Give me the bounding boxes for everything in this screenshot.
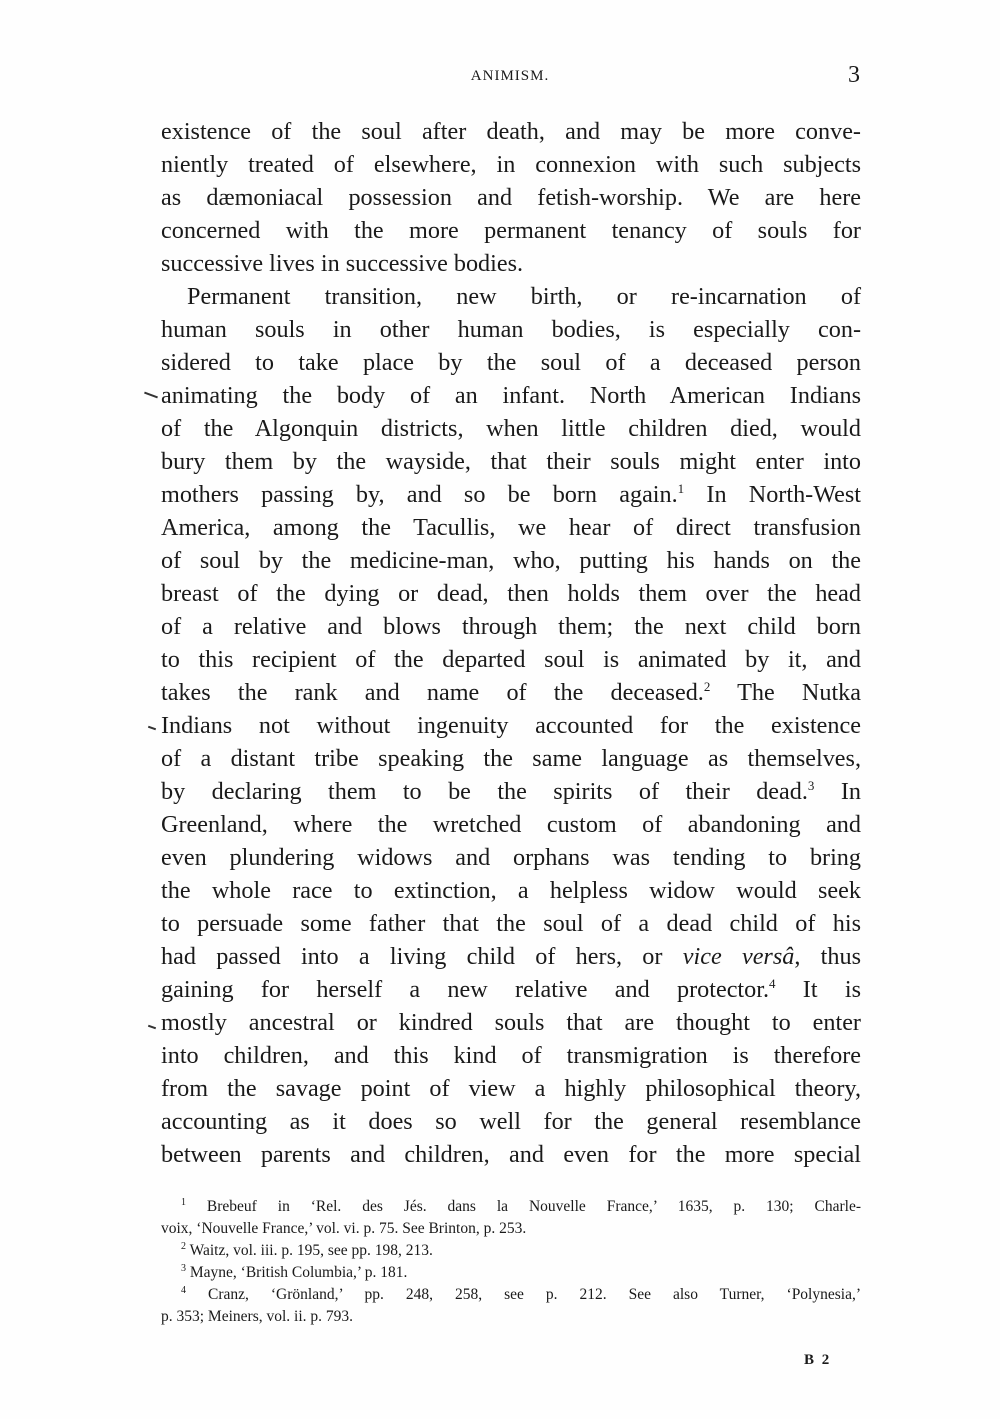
footnote-ref-1[interactable]: 1 — [677, 481, 685, 496]
text-segment: It is — [775, 976, 861, 1003]
footnote-ref-2[interactable]: 2 — [703, 679, 711, 694]
footnote-mark: 2 — [181, 1241, 186, 1252]
body-text — [161, 115, 861, 1171]
text-line: breast of the dying or dead, then holds them over the head — [161, 580, 861, 607]
text-line: to this recipient of the departed soul is animated by it, and — [161, 646, 861, 673]
text-line — [161, 973, 861, 1006]
footnote-mark: 1 — [181, 1197, 186, 1208]
text-segment: mothers passing by, and so be born again. — [161, 481, 678, 508]
running-title: ANIMISM. — [470, 68, 550, 84]
footnote-1-cont: voix, ‘Nouvelle France,’ vol. vi. p. 75. See Brinton, p. 253. — [161, 1220, 527, 1237]
text-line: between parents and children, and even for the more special — [161, 1141, 861, 1168]
text-line: the whole race to extinction, a helpless widow would seek — [161, 877, 861, 904]
footnotes — [161, 1196, 861, 1328]
text-line: of a relative and blows through them; the next child born — [161, 613, 861, 640]
footnote-ref-4[interactable]: 4 — [769, 976, 776, 991]
text-segment: gaining for herself a new relative and protector. — [161, 976, 770, 1003]
text-line — [161, 775, 861, 808]
text-line: Indians not without ingenuity accounted for the existence — [161, 712, 861, 739]
footnote-3 — [161, 1262, 861, 1284]
italic-phrase: vice versâ — [682, 943, 795, 970]
text-line: America, among the Tacullis, we hear of direct transfusion — [161, 514, 861, 541]
footnote-text: Waitz, vol. iii. p. 195, see pp. 198, 213. — [189, 1242, 433, 1259]
text-line: from the savage point of view a highly philosophical theory, — [161, 1075, 861, 1102]
footnote-4 — [161, 1284, 861, 1306]
text-line: Permanent transition, new birth, or re-incarnation of — [187, 283, 861, 310]
text-line — [161, 478, 861, 511]
text-line: into children, and this kind of transmigration is therefore — [161, 1042, 861, 1069]
text-line: Greenland, where the wretched custom of abandoning and — [161, 811, 861, 838]
text-segment: The Nutka — [710, 679, 861, 706]
text-line: to persuade some father that the soul of a dead child of his — [161, 910, 861, 937]
text-segment: had passed into a living child of hers, or — [161, 943, 663, 970]
text-line: of a distant tribe speaking the same language as themselves, — [161, 745, 861, 772]
text-segment: by declaring them to be the spirits of their dead. — [161, 778, 808, 805]
text-line — [161, 676, 861, 709]
text-line: bury them by the wayside, that their souls might enter into — [161, 448, 861, 475]
footnote-2 — [161, 1240, 861, 1262]
text-segment: , thus — [794, 943, 862, 970]
footnote-text: Cranz, ‘Grönland,’ pp. 248, 258, see p. 212. See also Turner, ‘Polynesia,’ — [208, 1286, 862, 1303]
text-line: successive lives in successive bodies. — [161, 250, 524, 277]
text-line: concerned with the more permanent tenancy of souls for — [161, 217, 861, 244]
margin-pencil-mark — [148, 1025, 156, 1030]
footnote-ref-3[interactable]: 3 — [807, 778, 815, 793]
text-line: accounting as it does so well for the general resemblance — [161, 1108, 861, 1135]
text-line: existence of the soul after death, and may be more conve- — [161, 118, 861, 145]
footnote-1 — [161, 1196, 861, 1218]
text-segment: takes the rank and name of the deceased. — [161, 679, 704, 706]
footnote-text: Mayne, ‘British Columbia,’ p. 181. — [189, 1264, 408, 1281]
text-line: niently treated of elsewhere, in connexion with such subjects — [161, 151, 861, 178]
footnote-mark: 4 — [181, 1285, 186, 1296]
text-line: mostly ancestral or kindred souls that are thought to enter — [161, 1009, 861, 1036]
margin-pencil-mark — [144, 392, 158, 399]
text-line — [161, 940, 861, 973]
footnote-mark: 3 — [181, 1263, 186, 1274]
text-line: of soul by the medicine-man, who, putting his hands on the — [161, 547, 861, 574]
text-line: sidered to take place by the soul of a deceased person — [161, 349, 861, 376]
running-head — [160, 62, 860, 92]
page-number: 3 — [848, 62, 860, 88]
footnote-4-cont: p. 353; Meiners, vol. ii. p. 793. — [161, 1308, 354, 1325]
text-line: animating the body of an infant. North American Indians — [161, 382, 861, 409]
footnote-text: Brebeuf in ‘Rel. des Jés. dans la Nouvelle France,’ 1635, p. 130; Charle- — [206, 1198, 861, 1215]
text-segment: In North-West — [684, 481, 861, 508]
signature-mark: B 2 — [804, 1352, 832, 1368]
text-segment: In — [814, 778, 861, 805]
text-line: human souls in other human bodies, is especially con- — [161, 316, 861, 343]
text-line: as dæmoniacal possession and fetish-worship. We are here — [161, 184, 861, 211]
text-line: even plundering widows and orphans was tending to bring — [161, 844, 861, 871]
text-line: of the Algonquin districts, when little children died, would — [161, 415, 861, 442]
margin-pencil-mark — [148, 726, 156, 731]
